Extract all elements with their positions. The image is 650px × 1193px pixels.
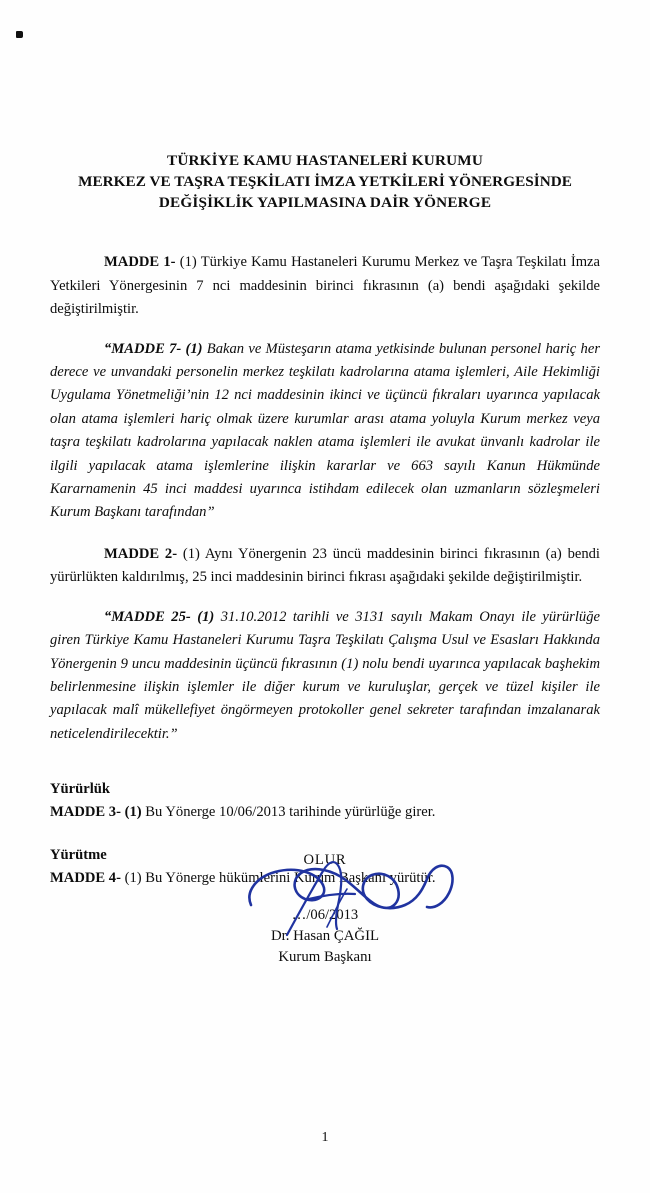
article-2-paragraph	[50, 543, 600, 590]
title-line-2: MERKEZ VE TAŞRA TEŞKİLATI İMZA YETKİLERİ YÖNERGESİNDE	[78, 173, 572, 190]
spacer	[50, 322, 600, 338]
article-3-text: Bu Yönerge 10/06/2013 tarihinde yürürlüğe girer.	[141, 804, 436, 821]
handwritten-signature-icon	[243, 847, 458, 942]
quote-25-text: 31.10.2012 tarihli ve 3131 sayılı Makam Onayı ile yürürlüğe giren Türkiye Kamu Hastaneleri Kurumu Taşra Teşkilatı Çalışma Usul ve Esasları Hakkında Yönergenin 9 uncu maddesinin üçüncü fıkrasının (1) nolu bendi uyarınca yapılacak başhekim belirlenmesine ilişkin işlemler ile diğer kurum ve kuruluşlar, gerçek ve tüzel kişiler ile yapılacak malî mükellefiyet öngörmeyen protokoller genel sekreter tarafından imzalanarak neticelendirilecektir.”	[50, 608, 600, 742]
article-3-paragraph	[50, 801, 600, 824]
quote-article-25	[50, 606, 600, 746]
article-1-label: MADDE 1-	[104, 254, 176, 270]
article-4-label: MADDE 4-	[50, 870, 121, 887]
quote-7-label: “MADDE 7- (1)	[104, 340, 203, 357]
quote-25-label: “MADDE 25- (1)	[104, 608, 215, 625]
signer-role: Kurum Başkanı	[278, 949, 372, 965]
article-4-text: (1) Bu Yönerge hükümlerini Kurum Başkanı yürütür.	[120, 870, 436, 887]
document-body	[50, 0, 600, 890]
signature-date: …/06/2013	[291, 907, 359, 923]
article-2-label: MADDE 2-	[104, 545, 178, 562]
article-3-label: MADDE 3- (1)	[50, 804, 142, 821]
scan-artifact-speck	[16, 31, 23, 38]
title-line-1: TÜRKİYE KAMU HASTANELERİ KURUMU	[166, 152, 483, 169]
yururluk-heading: Yürürlük	[50, 781, 111, 798]
spacer	[50, 525, 600, 543]
spacer	[50, 213, 600, 251]
signer-name: Dr. Hasan ÇAĞIL	[270, 928, 380, 944]
spacer	[50, 824, 600, 844]
quote-7-text: Bakan ve Müsteşarın atama yetkisinde bulunan personel hariç her derece ve unvandaki personelin merkez teşkilatı kadrolarına atama işlemleri, Aile Hekimliği Uygulama Yönetmeliği’nin 12 nci maddesinin ikinci ve üçüncü fıkraları uyarınca yapılacak olan atama işlemleri hariç olmak üzere kurumlar arası atama yoluyla Kurum merkez veya taşra teşkilatı kadrolarına yapılacak naklen atama işlemleri ile avukat ünvanlı kadrolar ile ilgili yapılacak atama işlemlerine ilişkin kararlar ve 663 sayılı Kanun Hükmünde Kararnamenin 45 inci maddesi uyarınca istihdam edilecek olan uzmanların sözleşmeleri Kurum Başkanı tarafından”	[50, 340, 600, 521]
page-number: 1	[321, 1130, 329, 1145]
quote-article-7	[50, 338, 600, 525]
approval-word: OLUR	[303, 852, 347, 868]
article-1-text: (1) Türkiye Kamu Hastaneleri Kurumu Merkez ve Taşra Teşkilatı İmza Yetkileri Yönergesinin 7 nci maddesinin birinci fıkrasının (a) bendi aşağıdaki şekilde değiştirilmiştir.	[50, 254, 600, 317]
spacer	[50, 590, 600, 606]
article-1-paragraph	[50, 251, 600, 322]
title-line-3: DEĞİŞİKLİK YAPILMASINA DAİR YÖNERGE	[158, 194, 492, 211]
article-2-text: (1) Aynı Yönergenin 23 üncü maddesinin birinci fıkrasının (a) bendi yürürlükten kaldırılmış, 25 inci maddesinin birinci fıkrası aşağıdaki şekilde değiştirilmiştir.	[50, 545, 600, 586]
signature-block	[0, 852, 650, 968]
spacer	[50, 746, 600, 778]
yurutme-heading: Yürütme	[50, 847, 107, 864]
document-title	[50, 150, 600, 213]
